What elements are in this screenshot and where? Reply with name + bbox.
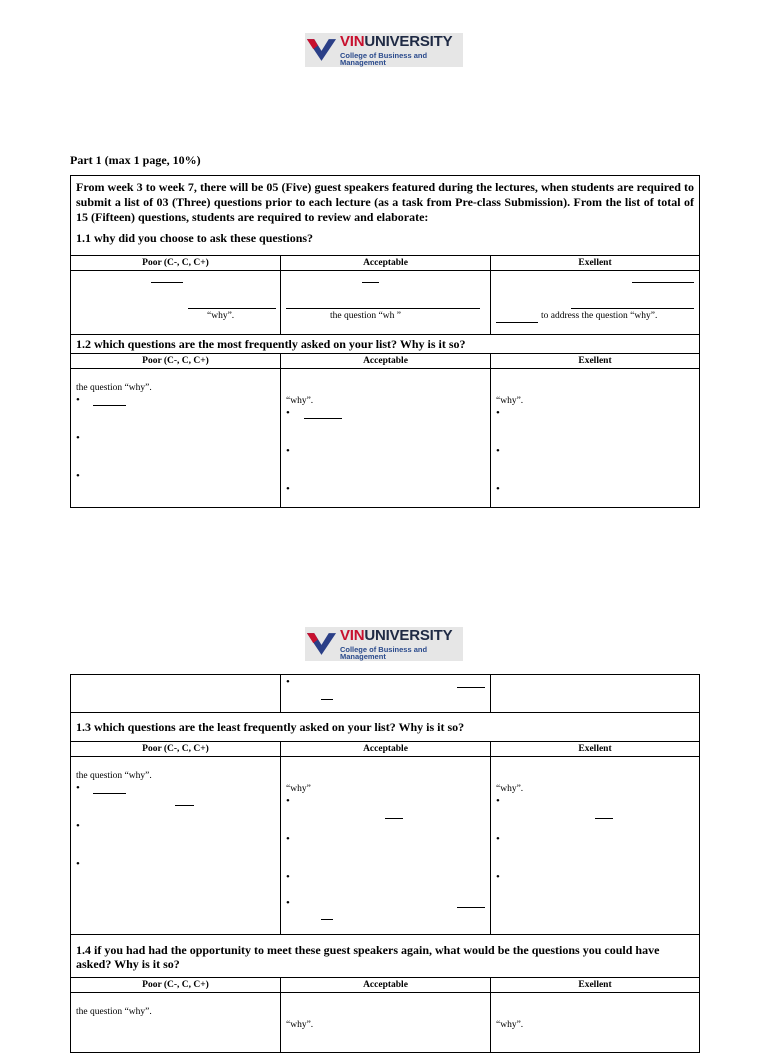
university-logo: [305, 33, 463, 67]
header-excellent: Exellent: [491, 256, 700, 271]
bullet: •: [76, 470, 80, 482]
rubric-table-2: [70, 674, 700, 1053]
fragment-text: the question “why”.: [76, 1007, 152, 1017]
question-1-2: 1.2 which questions are the most frequently asked on your list? Why is it so?: [71, 335, 700, 354]
bullet: •: [76, 782, 80, 794]
bullet: •: [76, 820, 80, 832]
blank-line: [632, 282, 694, 283]
cell-1-1-excellent: [491, 271, 700, 335]
fragment-text: “why”.: [496, 784, 524, 794]
cell-1-3-acceptable: [281, 757, 491, 935]
header-acceptable: Acceptable: [281, 354, 491, 369]
blank-line: [304, 418, 342, 419]
vinuniversity-logo-icon: [306, 629, 337, 659]
cell-1-1-acceptable: [281, 271, 491, 335]
blank-line: [188, 308, 276, 309]
fragment-text: “why”.: [207, 311, 235, 321]
blank-line: [457, 907, 485, 908]
fragment-text: “why”.: [286, 396, 314, 406]
blank-line: [571, 308, 694, 309]
blank-line: [595, 818, 613, 819]
header-poor: Poor (C-, C, C+): [71, 742, 281, 757]
cell-1-4-excellent: [491, 993, 700, 1053]
bullet: •: [286, 483, 290, 495]
cell-1-2-poor: [71, 369, 281, 508]
bullet: •: [496, 407, 500, 419]
bullet: •: [496, 445, 500, 457]
bullet: •: [286, 407, 290, 419]
bullet: •: [286, 795, 290, 807]
logo-brand-red: VIN: [339, 626, 365, 644]
blank-line: [175, 805, 194, 806]
cell-1-4-acceptable: [281, 993, 491, 1053]
header-acceptable: Acceptable: [281, 742, 491, 757]
bullet: •: [286, 897, 290, 909]
header-acceptable: Acceptable: [281, 256, 491, 271]
cell-1-3-poor: [71, 757, 281, 935]
fragment-text: “why”.: [496, 1020, 524, 1030]
header-excellent: Exellent: [491, 354, 700, 369]
university-logo: [305, 627, 463, 661]
blank-line: [151, 282, 183, 283]
cell-1-1-poor: [71, 271, 281, 335]
cell-cont-acceptable: [281, 675, 491, 713]
blank-line: [362, 282, 379, 283]
header-poor: Poor (C-, C, C+): [71, 978, 281, 993]
blank-line: [286, 308, 480, 309]
cell-1-3-excellent: [491, 757, 700, 935]
fragment-text: the question “why”.: [76, 383, 152, 393]
blank-line: [321, 699, 333, 700]
bullet: •: [286, 833, 290, 845]
bullet: •: [286, 445, 290, 457]
vinuniversity-logo-icon: [306, 35, 337, 65]
blank-line: [385, 818, 403, 819]
bullet: •: [76, 432, 80, 444]
bullet: •: [76, 394, 80, 406]
cell-cont-poor: [71, 675, 281, 713]
bullet: •: [496, 833, 500, 845]
rubric-table-1: [70, 175, 700, 508]
header-acceptable: Acceptable: [281, 978, 491, 993]
logo-subtitle: College of Business and Management: [339, 644, 428, 661]
blank-line: [93, 793, 126, 794]
logo-brand-dark: UNIVERSITY: [364, 626, 453, 644]
bullet: •: [76, 858, 80, 870]
cell-1-2-excellent: [491, 369, 700, 508]
bullet: •: [286, 871, 290, 883]
blank-line: [321, 919, 333, 920]
fragment-text: “why”.: [286, 1020, 314, 1030]
cell-1-4-poor: [71, 993, 281, 1053]
blank-line: [496, 322, 538, 323]
fragment-text: the question “wh ”: [330, 311, 401, 321]
bullet: •: [496, 795, 500, 807]
fragment-text: “why”: [286, 784, 311, 794]
intro-cell: [71, 176, 700, 256]
part-title: Part 1 (max 1 page, 10%): [70, 153, 201, 167]
header-excellent: Exellent: [491, 742, 700, 757]
bullet: •: [286, 676, 290, 688]
logo-subtitle: College of Business and Management: [339, 50, 428, 67]
blank-line: [457, 687, 485, 688]
question-1-3: 1.3 which questions are the least frequently asked on your list? Why is it so?: [71, 713, 700, 742]
bullet: •: [496, 483, 500, 495]
fragment-text: the question “why”.: [76, 771, 152, 781]
question-1-1: 1.1 why did you choose to ask these questions?: [76, 231, 314, 245]
header-poor: Poor (C-, C, C+): [71, 256, 281, 271]
header-poor: Poor (C-, C, C+): [71, 354, 281, 369]
question-1-4: 1.4 if you had had the opportunity to meet these guest speakers again, what would be the questions you could have asked? Why is it so?: [71, 935, 700, 978]
fragment-text: “why”.: [496, 396, 524, 406]
cell-cont-excellent: [491, 675, 700, 713]
blank-line: [93, 405, 126, 406]
cell-1-2-acceptable: [281, 369, 491, 508]
bullet: •: [496, 871, 500, 883]
logo-brand-red: VIN: [339, 32, 365, 50]
logo-brand-dark: UNIVERSITY: [364, 32, 453, 50]
fragment-text: to address the question “why”.: [541, 311, 658, 321]
intro-text: From week 3 to week 7, there will be 05 (Five) guest speakers featured during the lectures, when students are required to submit a list of 03 (Three) questions prior to each lecture (as a task from Pre-class Submission). From the list of total of 15 (Fifteen) questions, students are required to review and elaborate:: [76, 180, 695, 224]
header-excellent: Exellent: [491, 978, 700, 993]
